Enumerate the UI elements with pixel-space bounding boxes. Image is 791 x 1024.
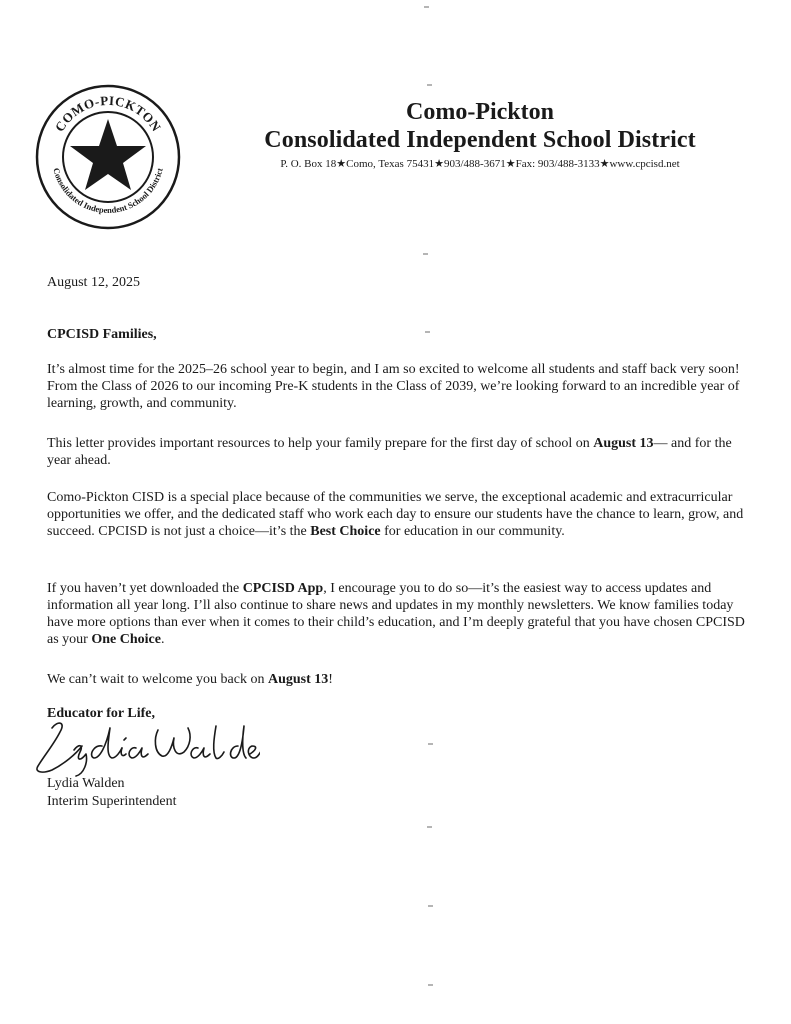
text: If you haven’t yet downloaded the — [47, 581, 243, 596]
contact-fax: Fax: 903/488-3133 — [515, 158, 600, 170]
star-separator-icon: ★ — [434, 158, 444, 170]
bold-text: CPCISD App — [242, 581, 324, 596]
scan-speck — [427, 84, 432, 86]
district-seal — [34, 83, 182, 231]
scan-speck — [428, 743, 433, 745]
text: Como-Pickton CISD is a special place because of the communities we serve, the exceptional academic and extracurricular opportunities we offer, and the dedicated staff who work each day to ensure our students have the chance to learn, grow, and succeed. CPCISD is not just a choice—it’s the — [47, 490, 744, 539]
scan-speck — [425, 331, 430, 333]
paragraph-district — [47, 489, 747, 540]
scan-speck — [428, 905, 433, 907]
bold-text: One Choice — [91, 632, 161, 647]
scan-speck — [423, 253, 428, 255]
contact-web: www.cpcisd.net — [609, 158, 680, 170]
signer-name: Lydia Walden — [47, 776, 125, 791]
text: . — [160, 632, 165, 647]
seal-ring-text-top: COMO-PICKTON — [51, 92, 165, 135]
paragraph-welcome: It’s almost time for the 2025–26 school year to begin, and I am so excited to welcome all students and staff back very soon! From the Class of 2026 to our incoming Pre-K students in the Class of 2039, we’re looking forward to an incredible year of learning, growth, and community. — [47, 362, 740, 411]
text: ! — [328, 672, 333, 687]
star-separator-icon: ★ — [336, 158, 347, 170]
closing-line: Educator for Life, — [47, 706, 155, 721]
signer-title: Interim Superintendent — [47, 794, 177, 809]
letter-date: August 12, 2025 — [47, 275, 140, 290]
contact-address: P. O. Box 18 — [280, 158, 337, 170]
text: We can’t wait to welcome you back on — [47, 672, 268, 687]
contact-line — [210, 156, 750, 172]
letterhead — [210, 98, 750, 172]
bold-text: August 13 — [593, 436, 654, 451]
text: This letter provides important resources to help your family prepare for the first day of school on — [47, 436, 594, 451]
district-full-name: Consolidated Independent School District — [264, 127, 696, 153]
paragraph-app — [47, 580, 747, 648]
star-separator-icon: ★ — [505, 158, 516, 170]
salutation: CPCISD Families, — [47, 327, 157, 342]
paragraph-resources — [47, 435, 747, 469]
seal-star-icon — [70, 119, 146, 190]
text: , I encourage you to do so—it’s the easiest way to access updates and information all year long. I’ll also continue to share news and updates in my monthly newsletters. We know families today have more options than ever when it comes to their child’s education, and I’m deeply grateful that you have chosen CPCISD as your — [47, 581, 745, 647]
text: for education in our community. — [380, 524, 565, 539]
scan-speck — [424, 6, 429, 8]
scan-speck — [427, 826, 432, 828]
star-separator-icon: ★ — [599, 158, 610, 170]
contact-phone: 903/488-3671 — [443, 158, 506, 170]
handwritten-signature — [30, 716, 260, 778]
scan-speck — [428, 984, 433, 986]
bold-text: August 13 — [268, 672, 329, 687]
bold-text: Best Choice — [310, 524, 381, 539]
contact-city: Como, Texas 75431 — [346, 158, 435, 170]
text: — and for the year ahead. — [47, 436, 732, 468]
seal-ring-text-bottom: Consolidated Independent School District — [51, 166, 165, 216]
paragraph-closing — [47, 671, 747, 688]
district-name: Como-Pickton — [406, 99, 554, 125]
